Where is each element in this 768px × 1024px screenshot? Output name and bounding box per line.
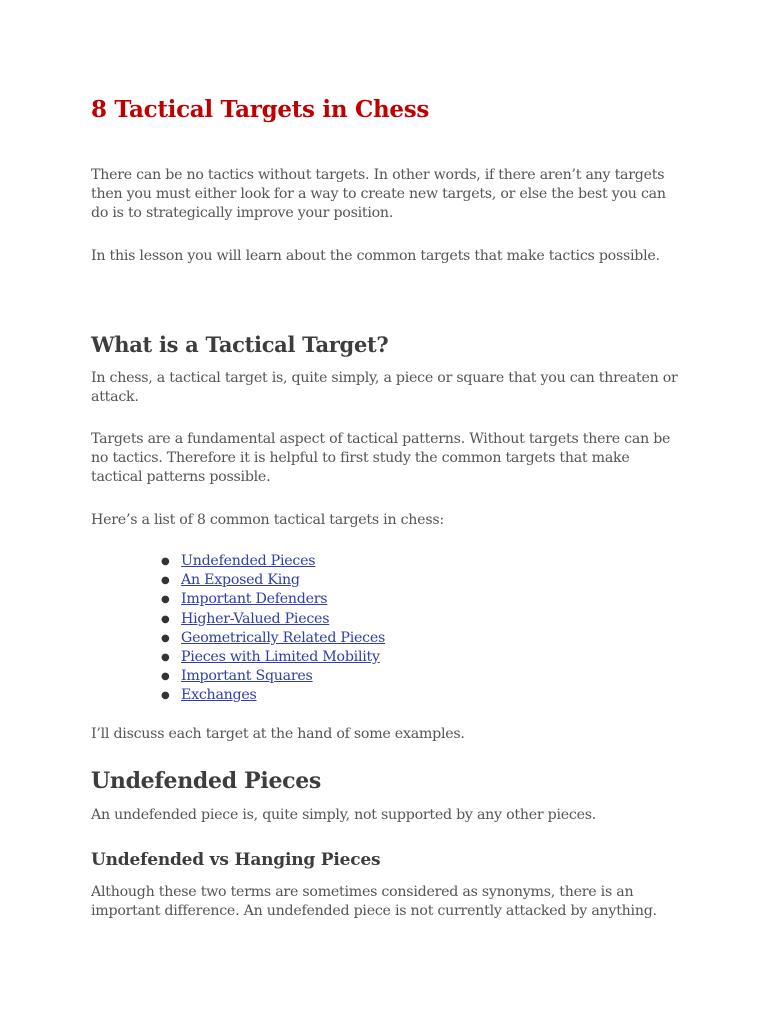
page-title: 8 Tactical Targets in Chess bbox=[91, 96, 430, 123]
bullet-icon: ● bbox=[161, 690, 170, 702]
what-paragraph-1: In chess, a tactical target is, quite simply, a piece or square that you can threaten or attack. bbox=[91, 370, 678, 405]
list-item bbox=[161, 648, 385, 667]
list-item bbox=[161, 610, 385, 629]
what-paragraph-2: Targets are a fundamental aspect of tactical patterns. Without targets there can be no tactics. Therefore it is helpful to first study the common targets that make tactical patterns possible. bbox=[91, 431, 671, 485]
link-exposed-king[interactable]: An Exposed King bbox=[181, 572, 300, 589]
link-undefended-pieces[interactable]: Undefended Pieces bbox=[181, 553, 316, 569]
list-item bbox=[161, 552, 385, 571]
intro-paragraph-2: In this lesson you will learn about the common targets that make tactics possible. bbox=[91, 248, 660, 264]
bullet-icon: ● bbox=[161, 575, 170, 587]
link-higher-valued-pieces[interactable]: Higher-Valued Pieces bbox=[181, 610, 330, 627]
what-paragraph-4: I’ll discuss each target at the hand of some examples. bbox=[91, 726, 465, 742]
intro-paragraph-1: There can be no tactics without targets. In other words, if there aren’t any targets then you must either look for a way to create new targets, or else the best you can do is to strategically improve your position. bbox=[91, 167, 666, 221]
section-heading-what-is: What is a Tactical Target? bbox=[91, 332, 389, 357]
bullet-icon: ● bbox=[161, 632, 170, 644]
bullet-icon: ● bbox=[161, 613, 170, 625]
link-important-squares[interactable]: Important Squares bbox=[181, 668, 313, 685]
bullet-icon: ● bbox=[161, 594, 170, 606]
targets-list bbox=[161, 552, 386, 706]
list-item bbox=[161, 629, 386, 648]
what-paragraph-3: Here’s a list of 8 common tactical targets in chess: bbox=[91, 512, 444, 528]
link-pieces-limited-mobility[interactable]: Pieces with Limited Mobility bbox=[181, 648, 380, 665]
bullet-icon: ● bbox=[161, 556, 170, 567]
list-item bbox=[161, 686, 385, 705]
link-exchanges[interactable]: Exchanges bbox=[181, 687, 257, 704]
list-item bbox=[161, 571, 385, 590]
subheading-undefended-vs-hanging: Undefended vs Hanging Pieces bbox=[91, 850, 381, 870]
list-item bbox=[161, 667, 385, 686]
link-important-defenders[interactable]: Important Defenders bbox=[181, 591, 328, 608]
undefended-paragraph-1: An undefended piece is, quite simply, not supported by any other pieces. bbox=[91, 807, 597, 823]
link-geometrically-related-pieces[interactable]: Geometrically Related Pieces bbox=[181, 629, 386, 646]
undefended-paragraph-2: Although these two terms are sometimes considered as synonyms, there is an important difference. An undefended piece is not currently attacked by anything. bbox=[91, 884, 657, 919]
bullet-icon: ● bbox=[161, 651, 170, 663]
bullet-icon: ● bbox=[161, 671, 170, 683]
section-heading-undefended: Undefended Pieces bbox=[91, 768, 322, 794]
list-item bbox=[161, 590, 385, 609]
